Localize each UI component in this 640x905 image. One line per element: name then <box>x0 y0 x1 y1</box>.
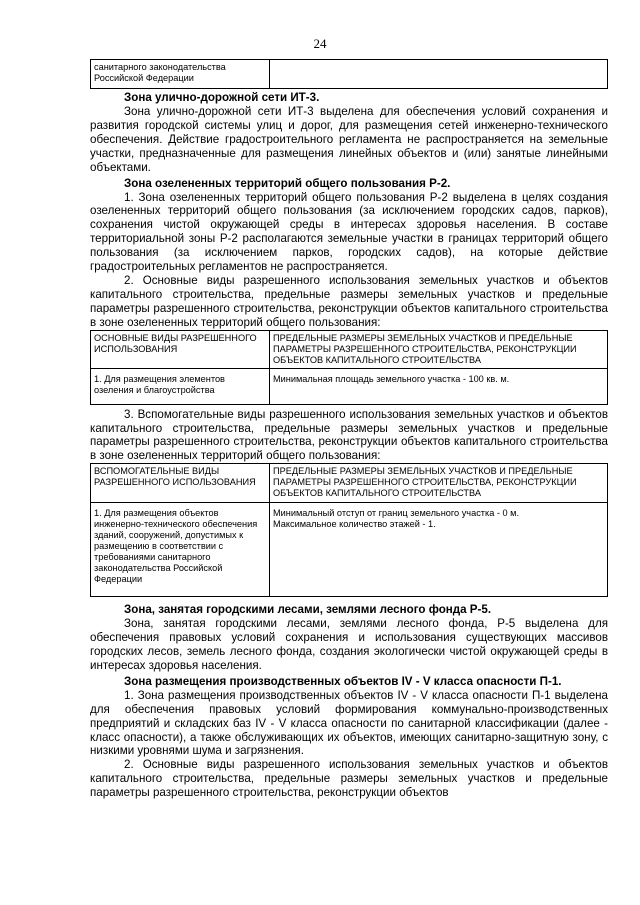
page-number: 24 <box>313 36 327 51</box>
auxiliary-uses-table <box>90 463 608 597</box>
main-uses-row-1-col-1: 1. Для размещения элементов озеления и благоустройства <box>91 368 270 404</box>
heading-zone-r2: Зона озелененных территорий общего пользования Р-2. <box>124 176 451 190</box>
paragraph-zone-it3: Зона улично-дорожной сети ИТ-3 выделена для обеспечения условий сохранения и развития городской системы улиц и дорог, для размещения сетей инженерно-технического обеспечения. Действие градостроительного регламента не распространяется на земельные участки, предназначенные для размещения линейных объектов и (или) занятые линейными объектами. <box>90 105 608 174</box>
paragraph-zone-r2-1: 1. Зона озелененных территорий общего пользования Р-2 выделена в целях создания озелененных территорий общего пользования (за исключением городских садов, парков), сохранения чистой окружающей среды в интересах здоровья населения. В составе территориальной зоны Р-2 располагаются земельные участки в границах территорий общего пользования (за исключением парков, городских садов), на которые действие градостроительных регламентов не распространяется. <box>90 190 608 274</box>
heading-zone-r5: Зона, занятая городскими лесами, землями лесного фонда Р-5. <box>124 603 492 617</box>
max-floors-text: Максимальное количество этажей - 1. <box>273 519 436 530</box>
main-uses-header-2: ПРЕДЕЛЬНЫЕ РАЗМЕРЫ ЗЕМЕЛЬНЫХ УЧАСТКОВ И ПРЕДЕЛЬНЫЕ ПАРАМЕТРЫ РАЗРЕШЕННОГО СТРОИТЕЛЬСТВА, РЕКОНСТРУКЦИИ ОБЪЕКТОВ КАПИТАЛЬНОГО СТРОИТЕЛЬСТВА <box>270 330 608 368</box>
paragraph-zone-p1-2: 2. Основные виды разрешенного использования земельных участков и объектов капитального строительства, предельные размеры земельных участков и предельные параметры разрешенного строительства, реконструкции объектов <box>90 758 608 800</box>
top-table-cell-1: санитарного законодательства Российской Федерации <box>91 60 270 89</box>
auxiliary-uses-row-1-col-2 <box>270 503 608 597</box>
auxiliary-uses-row-1-col-1: 1. Для размещения объектов инженерно-технического обеспечения зданий, сооружений, допустимых к размещению в соответствии с требованиями санитарного законодательства Российской Федерации <box>91 503 270 597</box>
paragraph-zone-r5: Зона, занятая городскими лесами, землями лесного фонда, Р-5 выделена для обеспечения правовых условий сохранения и использования существующих массивов городских лесов, земель лесного фонда, создания экологически чистой окружающей среды в интересах здоровья населения. <box>90 617 608 672</box>
auxiliary-uses-header-1: ВСПОМОГАТЕЛЬНЫЕ ВИДЫ РАЗРЕШЕННОГО ИСПОЛЬЗОВАНИЯ <box>91 464 270 503</box>
main-uses-table <box>90 330 608 405</box>
main-uses-header-1: ОСНОВНЫЕ ВИДЫ РАЗРЕШЕННОГО ИСПОЛЬЗОВАНИЯ <box>91 330 270 368</box>
auxiliary-uses-header-2: ПРЕДЕЛЬНЫЕ РАЗМЕРЫ ЗЕМЕЛЬНЫХ УЧАСТКОВ И ПРЕДЕЛЬНЫЕ ПАРАМЕТРЫ РАЗРЕШЕННОГО СТРОИТЕЛЬСТВА, РЕКОНСТРУКЦИИ ОБЪЕКТОВ КАПИТАЛЬНОГО СТРОИТЕЛЬСТВА <box>270 464 608 503</box>
main-uses-row-1-col-2: Минимальная площадь земельного участка - 100 кв. м. <box>270 368 608 404</box>
top-table-cell-2 <box>270 60 608 89</box>
page-content <box>90 59 608 800</box>
heading-zone-it3: Зона улично-дорожной сети ИТ-3. <box>124 91 320 104</box>
heading-zone-p1: Зона размещения производственных объектов IV - V класса опасности П-1. <box>124 674 562 688</box>
paragraph-zone-r2-2: 2. Основные виды разрешенного использования земельных участков и объектов капитального строительства, предельные размеры земельных участков и предельные параметры разрешенного строительства, реконструкции объектов капитального строительства в зоне озелененных территорий общего пользования: <box>90 273 608 329</box>
paragraph-zone-p1-1: 1. Зона размещения производственных объектов IV - V класса опасности П-1 выделена для обеспечения правовых условий формирования коммунально-производственных предприятий и складских баз IV - V класса опасности по санитарной классификации (далее - класс опасности), а также обслуживающих их объектов, имеющих санитарно-защитную зону, с низкими уровнями шума и загрязнения. <box>90 688 608 758</box>
paragraph-zone-r2-3: 3. Вспомогательные виды разрешенного использования земельных участков и объектов капитального строительства, предельные размеры земельных участков и предельные параметры разрешенного строительства, реконструкции объектов капитального строительства в зоне озелененных территорий общего пользования: <box>90 407 608 463</box>
min-setback-text: Минимальный отступ от границ земельного участка - 0 м. <box>273 508 520 519</box>
top-table <box>90 59 608 89</box>
